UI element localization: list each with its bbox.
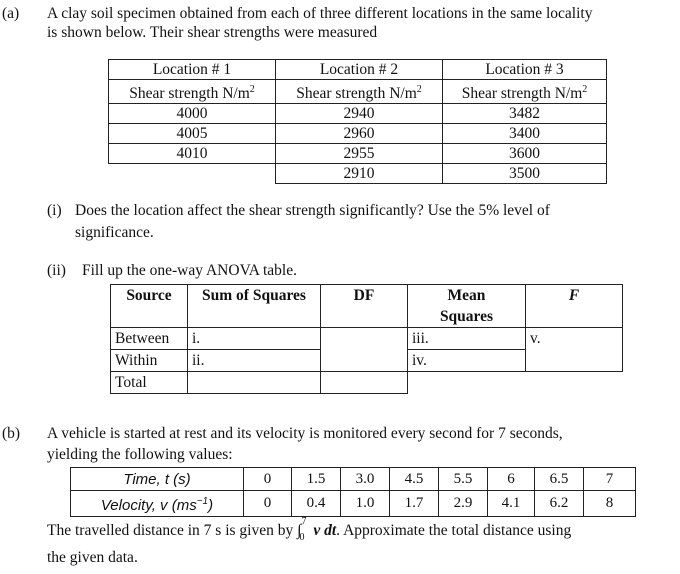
velocity-row-label: Velocity, v $(ms^{-1})$ bbox=[71, 491, 244, 517]
integral-lower: 0 bbox=[299, 532, 305, 543]
velocity-value: 1.7 bbox=[390, 491, 439, 517]
loc3-header: Location # 3 bbox=[443, 60, 607, 80]
time-value: 5.5 bbox=[439, 468, 488, 491]
distance-line: The travelled distance in 7 s is given by ∫ 7 0 v dt. Approximate the total distance using bbox=[47, 516, 572, 543]
anova-within-ms: iv. bbox=[408, 350, 526, 372]
part-a-label: (a) bbox=[2, 5, 20, 22]
anova-between-ss: i. bbox=[188, 328, 321, 350]
time-value: 3.0 bbox=[341, 468, 390, 491]
cell: 4005 bbox=[109, 124, 276, 144]
loc2-subheader: Shear strength $N/m^2$ bbox=[276, 80, 443, 104]
integral-upper: 7 bbox=[301, 516, 307, 527]
q1-line1: Does the location affect the shear strength significantly? Use the 5% level of bbox=[75, 202, 550, 219]
cell: 3400 bbox=[443, 124, 607, 144]
anova-within-label: Within bbox=[111, 350, 188, 372]
velocity-table bbox=[70, 467, 636, 517]
q2-label: (ii) bbox=[47, 262, 66, 279]
velocity-value: 0.4 bbox=[292, 491, 341, 517]
q1-line2: significance. bbox=[75, 224, 154, 241]
integral-sign-icon: ∫ bbox=[297, 522, 302, 539]
anova-between-df bbox=[321, 328, 408, 372]
q2-text: Fill up the one-way ANOVA table. bbox=[82, 262, 297, 279]
cell: 3482 bbox=[443, 104, 607, 124]
anova-header-source: Source bbox=[111, 285, 188, 328]
time-value: 7 bbox=[584, 468, 636, 491]
anova-header-ms: Mean Squares bbox=[408, 285, 526, 328]
anova-total-label: Total bbox=[111, 372, 188, 394]
part-b-line2: yielding the following values: bbox=[47, 446, 233, 463]
cell: 2940 bbox=[276, 104, 443, 124]
q1-label: (i) bbox=[47, 202, 62, 219]
anova-total-df bbox=[321, 372, 408, 394]
anova-within-ss: ii. bbox=[188, 350, 321, 372]
loc3-subheader: Shear strength $N/m^2$ bbox=[443, 80, 607, 104]
part-b-line1: A vehicle is started at rest and its velocity is monitored every second for 7 seconds, bbox=[47, 425, 563, 442]
shear-strength-table bbox=[108, 59, 607, 184]
time-row-label: Time, t (s) bbox=[71, 468, 244, 491]
anova-header-df: DF bbox=[321, 285, 408, 328]
time-value: 6 bbox=[488, 468, 535, 491]
loc2-header: Location # 2 bbox=[276, 60, 443, 80]
velocity-value: 0 bbox=[244, 491, 292, 517]
time-value: 0 bbox=[244, 468, 292, 491]
time-value: 6.5 bbox=[535, 468, 584, 491]
cell: 4010 bbox=[109, 144, 276, 164]
part-a-intro-line2: is shown below. Their shear strengths were measured bbox=[47, 24, 378, 41]
part-a-intro-line1: A clay soil specimen obtained from each of three different locations in the same locality bbox=[47, 5, 593, 22]
cell: 3500 bbox=[443, 164, 607, 184]
loc1-subheader: Shear strength $N/m^2$ bbox=[109, 80, 276, 104]
anova-between-ms: iii. bbox=[408, 328, 526, 350]
anova-table bbox=[110, 284, 623, 394]
empty-cell bbox=[408, 372, 526, 394]
distance-line-last: the given data. bbox=[47, 549, 138, 566]
anova-between-label: Between bbox=[111, 328, 188, 350]
anova-header-f: F bbox=[526, 285, 623, 328]
anova-f-value: v. bbox=[526, 328, 623, 372]
velocity-value: 4.1 bbox=[488, 491, 535, 517]
anova-total-ss bbox=[188, 372, 321, 394]
cell: 2955 bbox=[276, 144, 443, 164]
cell: 4000 bbox=[109, 104, 276, 124]
empty-cell bbox=[526, 372, 623, 394]
cell: 3600 bbox=[443, 144, 607, 164]
velocity-value: 6.2 bbox=[535, 491, 584, 517]
velocity-value: 8 bbox=[584, 491, 636, 517]
time-value: 1.5 bbox=[292, 468, 341, 491]
velocity-value: 2.9 bbox=[439, 491, 488, 517]
time-value: 4.5 bbox=[390, 468, 439, 491]
velocity-value: 1.0 bbox=[341, 491, 390, 517]
anova-header-ss: Sum of Squares bbox=[188, 285, 321, 328]
cell: 2960 bbox=[276, 124, 443, 144]
empty-cell bbox=[109, 164, 276, 184]
cell: 2910 bbox=[276, 164, 443, 184]
part-b-label: (b) bbox=[2, 425, 21, 442]
loc1-header: Location # 1 bbox=[109, 60, 276, 80]
